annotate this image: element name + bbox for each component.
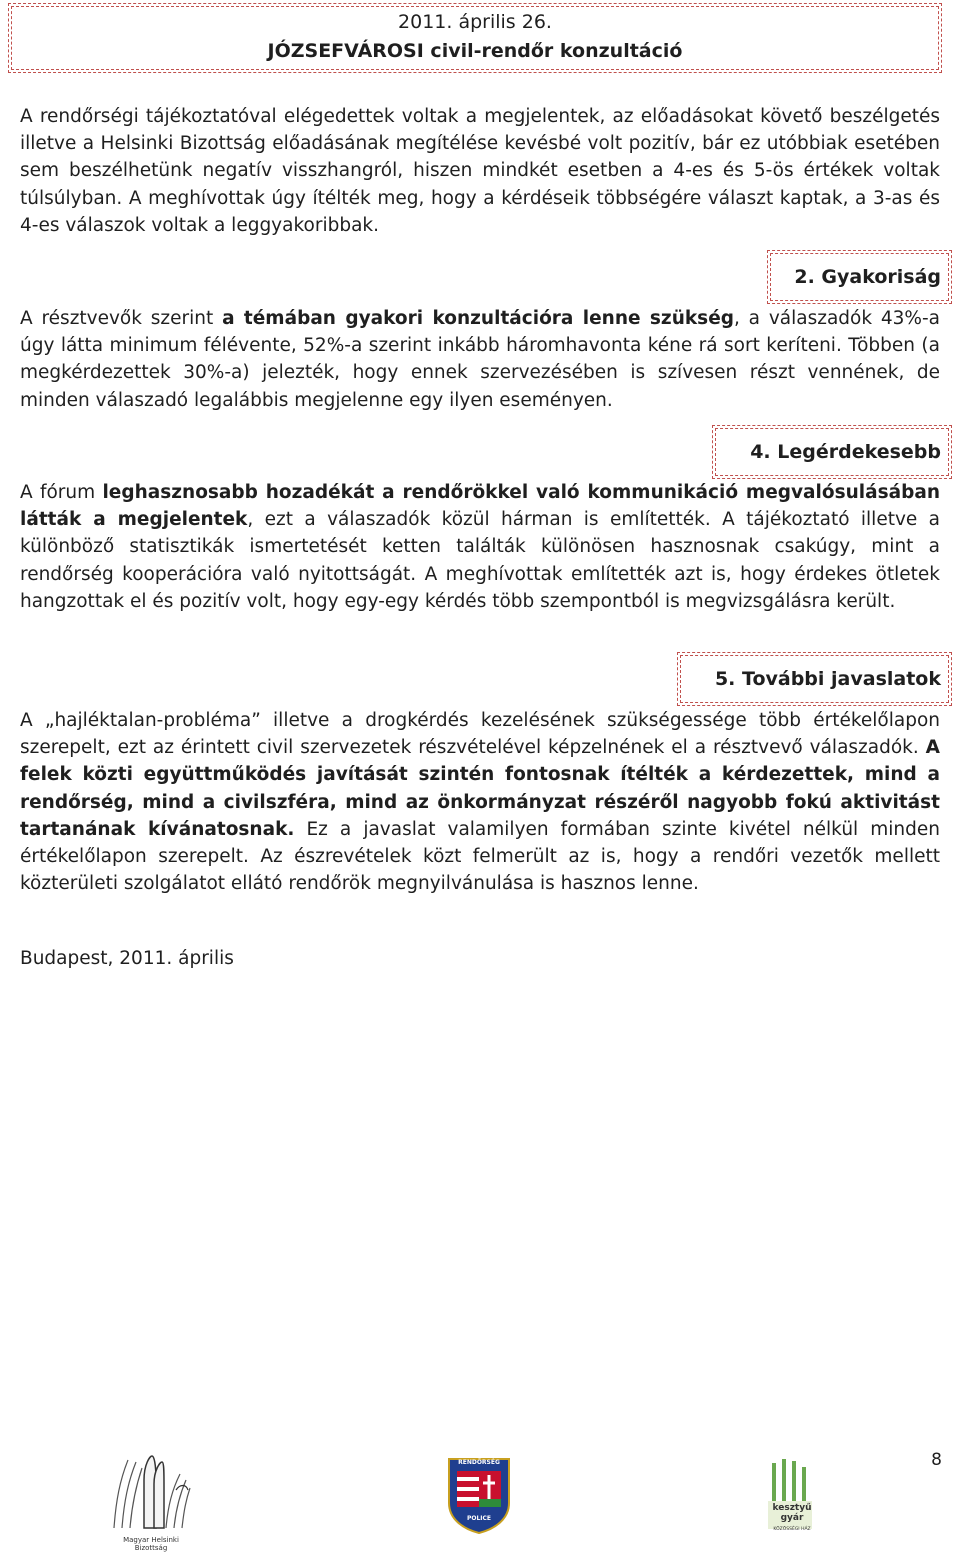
most-interesting-paragraph bbox=[20, 479, 940, 615]
intro-paragraph: A rendőrségi tájékoztatóval elégedettek voltak a megjelentek, az előadásokat követő beszélgetés illetve a Helsinki Bizottság előadásának megítélése kevésbé volt pozitív, bár ez utóbbiak esetében sem beszélhetünk negatív visszhangról, hiszen mindkét esetben a 4-es és 5-ös értékek voltak túlsúlyban. A meghívottak úgy ítélték meg, hogy a kérdéseik többségére választ kaptak, a 3-as és 4-es válaszok voltak a leggyakoribbak. bbox=[20, 106, 940, 236]
header-date: 2011. április 26. bbox=[398, 11, 552, 33]
helsinki-logo-label: Magyar Helsinki Bizottság bbox=[123, 1536, 179, 1552]
frequency-text-1: A résztvevők szerint bbox=[20, 308, 223, 329]
proposals-paragraph bbox=[20, 707, 940, 897]
kesztyugyar-glove-icon bbox=[760, 1455, 822, 1537]
frequency-text-2: , a válaszadók 43%-a úgy látta minimum félévente, 52%-a szerint inkább háromhavonta kéne rá sort keríteni. Többen (a megkérdezettek 30%-a) jelezték, hogy ennek szervezésében is szívesen részt vennének, de minden válaszadó legalábbis megjelenne egy ilyen eseményen. bbox=[20, 308, 940, 411]
helsinki-hand-icon bbox=[106, 1450, 196, 1530]
kesztyugyar-logo-sublabel: KÖZÖSSÉGI HÁZ bbox=[773, 1527, 811, 1532]
police-logo-top-text: RENDŐRSÉG bbox=[458, 1459, 500, 1466]
helsinki-committee-logo bbox=[106, 1450, 196, 1552]
section-heading-frequency: 2. Gyakoriság bbox=[767, 250, 952, 304]
kesztyugyar-logo-label: kesztyű gyár bbox=[772, 1503, 812, 1523]
police-logo-bottom-text: POLICE bbox=[466, 1515, 492, 1522]
page-number: 8 bbox=[931, 1450, 942, 1470]
frequency-paragraph bbox=[20, 305, 940, 414]
police-badge-icon bbox=[445, 1455, 513, 1535]
frequency-text-bold: a témában gyakori konzultációra lenne szükség bbox=[222, 308, 734, 329]
proposals-text-2: Ez a javaslat valamilyen formában szinte kivétel nélkül minden értékelőlapon szerepelt. Az észrevételek közt felmerült az is, hogy a rendőri vezetők mellett közterületi szolgálatot ellátó rendőrök megnyilvánulása is hasznos lenne. bbox=[20, 818, 940, 895]
header-box bbox=[8, 3, 942, 73]
header-title: JÓZSEFVÁROSI civil-rendőr konzultáció bbox=[267, 40, 683, 62]
most-interesting-text-2: , ezt a válaszadók közül hárman is említették. A tájékoztató illetve a különböző statisztikák ismertetését ketten találták különösen hasznosnak csakúgy, mint a rendőrség kooperációra való nyitottságát. A meghívottak említették azt is, hogy érdekes ötletek hangzottak el és pozitív volt, hogy egy-egy kérdés több szempontból is megvizsgálásra került. bbox=[20, 509, 940, 612]
closing-place-date: Budapest, 2011. április bbox=[20, 948, 234, 969]
proposals-text-1: A „hajléktalan-probléma” illetve a drogkérdés kezelésének szükségessége több értékelőlapon szerepelt, ezt az érintett civil szervezetek részvételével képzelnének el a résztvevő válaszadók. bbox=[20, 710, 940, 759]
section-heading-most-interesting: 4. Legérdekesebb bbox=[712, 425, 952, 479]
most-interesting-text-1: A fórum bbox=[20, 482, 103, 503]
proposals-text-bold: A felek közti együttműködés javítását szintén fontosnak ítélték a kérdezettek, mind a rendőrség, mind a civilszféra, mind az önkormányzat részéről nagyobb fokú aktivitást tartanának kívánatosnak. bbox=[20, 737, 940, 840]
police-logo bbox=[445, 1455, 513, 1535]
section-heading-proposals: 5. További javaslatok bbox=[677, 652, 952, 706]
kesztyugyar-logo bbox=[760, 1455, 822, 1537]
most-interesting-text-bold: leghasznosabb hozadékát a rendőrökkel való kommunikáció megvalósulásában látták a megjelentek bbox=[20, 482, 940, 531]
